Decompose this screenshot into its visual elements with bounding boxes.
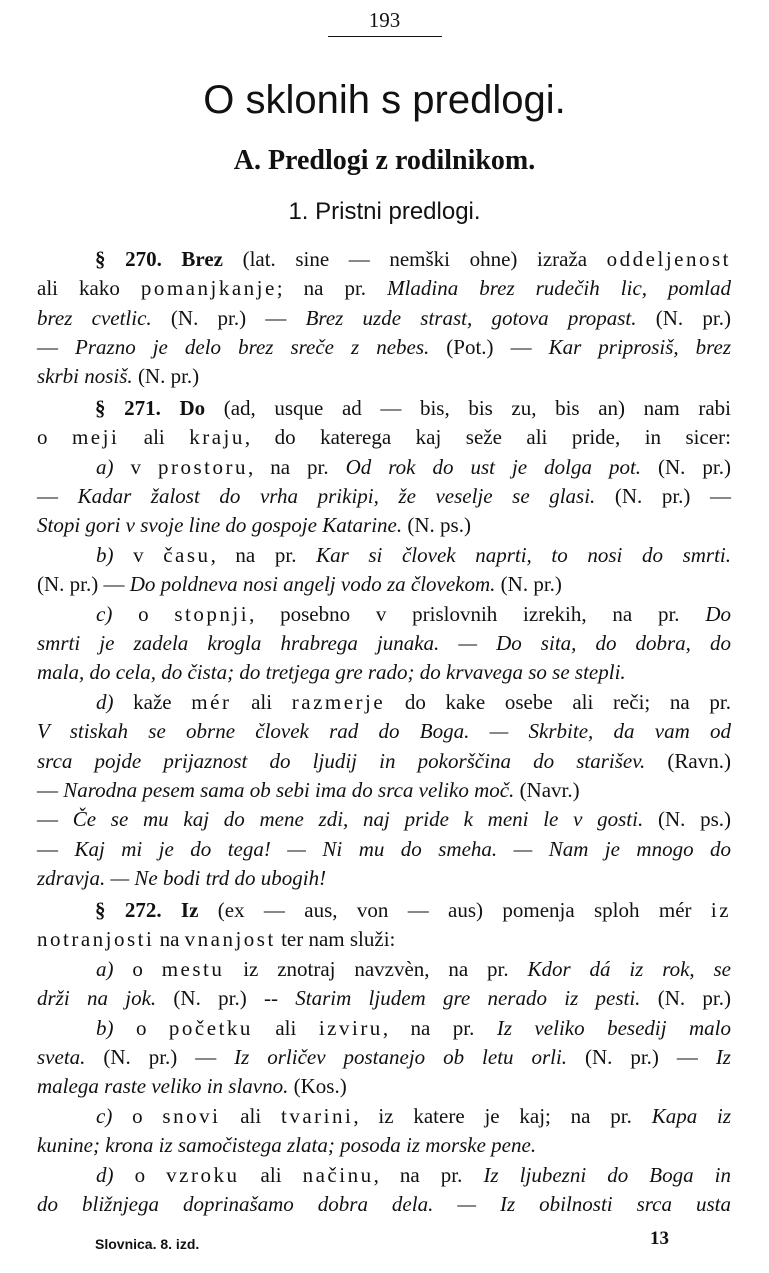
text-segment: b) — [96, 1016, 114, 1040]
text-segment: , na pr. — [373, 1163, 484, 1187]
text-segment: a) — [96, 957, 114, 981]
text-segment: ali — [239, 1163, 303, 1187]
text-segment: , na pr. — [247, 455, 346, 479]
text-segment: vnanjost — [184, 927, 276, 951]
text-segment: načinu — [302, 1163, 374, 1187]
text-segment: (Pot.) — — [429, 335, 549, 359]
text-segment: do kake osebe ali reči; na pr. — [385, 690, 731, 714]
text-line — [37, 985, 731, 1011]
text-segment: d) — [96, 1163, 114, 1187]
text-line — [95, 395, 731, 421]
text-segment: — — [37, 837, 75, 861]
text-segment: V stiskah se obrne človek rad do Boga. — Skrbite, da vam od — [37, 719, 731, 743]
text-segment: ter nam služi: — [275, 927, 396, 951]
text-segment: (N. pr.) — — [151, 306, 306, 330]
text-line — [37, 865, 731, 891]
text-segment: Če se mu kaj do mene zdi, naj pride k meni le v gosti. — [72, 807, 644, 831]
text-line — [37, 777, 731, 803]
footer-sheet-number: 13 — [650, 1228, 669, 1249]
text-line — [37, 483, 731, 509]
text-line — [37, 718, 731, 744]
text-line — [37, 275, 731, 301]
text-line — [37, 1073, 731, 1099]
text-segment: , na pr. — [210, 543, 317, 567]
text-segment: (N. pr.) — — [595, 484, 731, 508]
text-line — [96, 542, 731, 568]
text-segment: (ad, usque ad — bis, bis zu, bis an) nam rabi — [205, 396, 732, 420]
text-segment: kraju — [189, 425, 245, 449]
text-segment: meji — [71, 425, 120, 449]
text-segment: , iz katere je kaj; na pr. — [353, 1104, 652, 1128]
text-segment: razmerje — [291, 690, 386, 714]
text-segment: (lat. sine — nemški ohne) izraža — [223, 247, 607, 271]
text-segment: mestu — [161, 957, 225, 981]
text-segment: izviru — [318, 1016, 383, 1040]
text-segment: na — [154, 927, 185, 951]
text-line — [95, 246, 731, 272]
text-line — [96, 689, 731, 715]
text-line — [37, 334, 731, 360]
text-line — [37, 1132, 731, 1158]
text-segment: Mladina brez rudečih lic, pomlad — [387, 276, 732, 300]
text-segment: (N. pr.) — — [37, 572, 130, 596]
text-segment: Prazno je delo brez sreče z nebes. — [75, 335, 430, 359]
text-segment: Starim ljudem gre nerado iz pesti. — [295, 986, 641, 1010]
text-segment: (Kos.) — [288, 1074, 347, 1098]
text-line — [96, 1015, 731, 1041]
text-segment: , posebno v prislovnih izrekih, na pr. — [249, 602, 706, 626]
text-line — [37, 748, 731, 774]
text-segment: (N. pr.) — [495, 572, 562, 596]
text-segment: Od rok do ust je dolga pot. — [345, 455, 642, 479]
text-segment: notranjosti — [37, 927, 155, 951]
text-segment: v — [113, 543, 164, 567]
text-segment: v — [113, 455, 158, 479]
text-line — [37, 659, 731, 685]
text-segment: drži na jok. — [37, 986, 157, 1010]
text-segment: Do — [705, 602, 732, 626]
text-line — [37, 424, 731, 450]
text-segment: Kar priprosiš, brez — [548, 335, 732, 359]
text-segment: Do poldneva nosi angelj vodo za človekom. — [129, 572, 496, 596]
text-segment: — — [37, 807, 73, 831]
text-segment: Kar si človek naprti, to nosi do smrti. — [316, 543, 732, 567]
text-segment: Iz — [161, 898, 199, 922]
text-segment: pomanjkanje — [140, 276, 277, 300]
text-segment: — — [37, 484, 78, 508]
text-segment: d) — [96, 690, 114, 714]
text-line — [37, 806, 731, 832]
text-segment: iz — [710, 898, 732, 922]
text-segment: a) — [96, 455, 114, 479]
text-segment: o — [113, 1016, 169, 1040]
text-segment: vzroku — [166, 1163, 240, 1187]
page-number: 193 — [368, 8, 401, 32]
text-segment: c) — [96, 1104, 113, 1128]
text-segment: ali — [231, 690, 292, 714]
text-segment: Kadar žalost do vrha prikipi, že veselje se glasi. — [77, 484, 596, 508]
text-segment: — — [37, 778, 64, 802]
text-segment: ali kako — [37, 276, 141, 300]
text-line — [37, 836, 731, 862]
text-segment: Stopi gori v svoje line do gospoje Katarine. — [37, 513, 403, 537]
text-segment: Kdor dá iz rok, se — [527, 957, 731, 981]
text-line — [37, 571, 731, 597]
text-segment: ali — [119, 425, 190, 449]
text-line — [96, 1162, 731, 1188]
text-segment: sveta. — [37, 1045, 86, 1069]
text-segment: ali — [220, 1104, 282, 1128]
text-segment: (Ravn.) — [645, 749, 731, 773]
text-segment: (N. pr.) — [640, 986, 731, 1010]
text-segment: mér — [191, 690, 232, 714]
text-segment: Narodna pesem sama ob sebi ima do srca veliko moč. — [63, 778, 515, 802]
text-segment: kunine; krona iz samočistega zlata; posoda iz morske pene. — [37, 1133, 537, 1157]
text-segment: — — [37, 335, 76, 359]
subsection-heading: 1. Pristni predlogi. — [288, 198, 481, 225]
text-segment: o — [37, 425, 72, 449]
text-line — [96, 956, 731, 982]
text-segment: (N. pr.) — — [567, 1045, 716, 1069]
text-segment: (N. pr.) — [641, 455, 731, 479]
text-segment: (Navr.) — [514, 778, 580, 802]
text-segment: oddeljenost — [606, 247, 731, 271]
text-line — [95, 897, 731, 923]
text-segment: o — [113, 957, 162, 981]
text-segment: , na pr. — [382, 1016, 497, 1040]
text-segment: stopnji — [174, 602, 250, 626]
text-segment: b) — [96, 543, 114, 567]
text-segment: (N. ps.) — [643, 807, 732, 831]
text-segment: času — [163, 543, 211, 567]
text-segment: , do katerega kaj seže ali pride, in sicer: — [244, 425, 731, 449]
text-segment: ; na pr. — [276, 276, 388, 300]
text-segment: (ex — aus, von — aus) pomenja sploh mér — [198, 898, 711, 922]
text-line — [37, 363, 731, 389]
text-segment: (N. pr.) — — [85, 1045, 235, 1069]
text-segment: Iz — [715, 1045, 731, 1069]
text-segment: (N. pr.) — [132, 364, 200, 388]
text-segment: brez cvetlic. — [37, 306, 152, 330]
text-segment: zdravja. — Ne bodi trd do ubogih! — [37, 866, 327, 890]
text-line — [37, 630, 731, 656]
text-segment: Kaj mi je do tega! — Ni mu do smeha. — Nam je mnogo do — [74, 837, 732, 861]
text-segment: iz znotraj navzvèn, na pr. — [224, 957, 528, 981]
text-line — [96, 454, 731, 480]
text-segment: mala, do cela, do čista; do tretjega gre rado; do krvavega so se stepli. — [37, 660, 626, 684]
text-line — [37, 1044, 731, 1070]
section-heading: A. Predlogi z rodilnikom. — [233, 145, 536, 176]
text-segment: snovi — [162, 1104, 221, 1128]
text-segment: § 270. — [95, 247, 162, 271]
text-segment: kaže — [113, 690, 192, 714]
footer-signature: Slovnica. 8. izd. — [95, 1236, 200, 1252]
text-segment: smrti je zadela krogla hrabrega junaka. — Do sita, do dobra, do — [37, 631, 731, 655]
text-segment: c) — [96, 602, 113, 626]
text-segment: Brez uzde strast, gotova propast. — [305, 306, 637, 330]
text-segment: skrbi nosiš. — [37, 364, 133, 388]
text-line — [37, 305, 731, 331]
text-segment: ali — [252, 1016, 319, 1040]
text-segment: tvarini — [281, 1104, 354, 1128]
text-segment: o — [112, 1104, 163, 1128]
page-title: O sklonih s predlogi. — [203, 78, 566, 122]
text-segment: Do — [160, 396, 206, 420]
text-segment: o — [113, 1163, 167, 1187]
text-segment: § 272. — [95, 898, 162, 922]
text-segment: (N. pr.) -- — [156, 986, 296, 1010]
text-segment: početku — [168, 1016, 253, 1040]
text-segment: srca pojde prijaznost do ljudij in pokorščina do starišev. — [37, 749, 646, 773]
text-segment: do bližnjega doprinašamo dobra dela. — Iz obilnosti srca usta — [37, 1192, 731, 1216]
text-segment: malega raste veliko in slavno. — [37, 1074, 289, 1098]
text-line — [37, 512, 731, 538]
text-segment: Kapa iz — [651, 1104, 731, 1128]
text-segment: § 271. — [95, 396, 161, 420]
text-segment: Iz veliko besedij malo — [496, 1016, 732, 1040]
text-segment: Iz ljubezni do Boga in — [483, 1163, 732, 1187]
page-number-rule — [328, 36, 442, 37]
text-segment: o — [112, 602, 175, 626]
text-segment: prostoru — [157, 455, 248, 479]
text-segment: (N. pr.) — [636, 306, 731, 330]
text-segment: (N. ps.) — [402, 513, 471, 537]
text-line — [96, 601, 731, 627]
text-line — [37, 1191, 731, 1217]
text-line — [96, 1103, 731, 1129]
text-segment: Brez — [161, 247, 223, 271]
text-line — [37, 926, 731, 952]
text-segment: Iz orličev postanejo ob letu orli. — [234, 1045, 568, 1069]
